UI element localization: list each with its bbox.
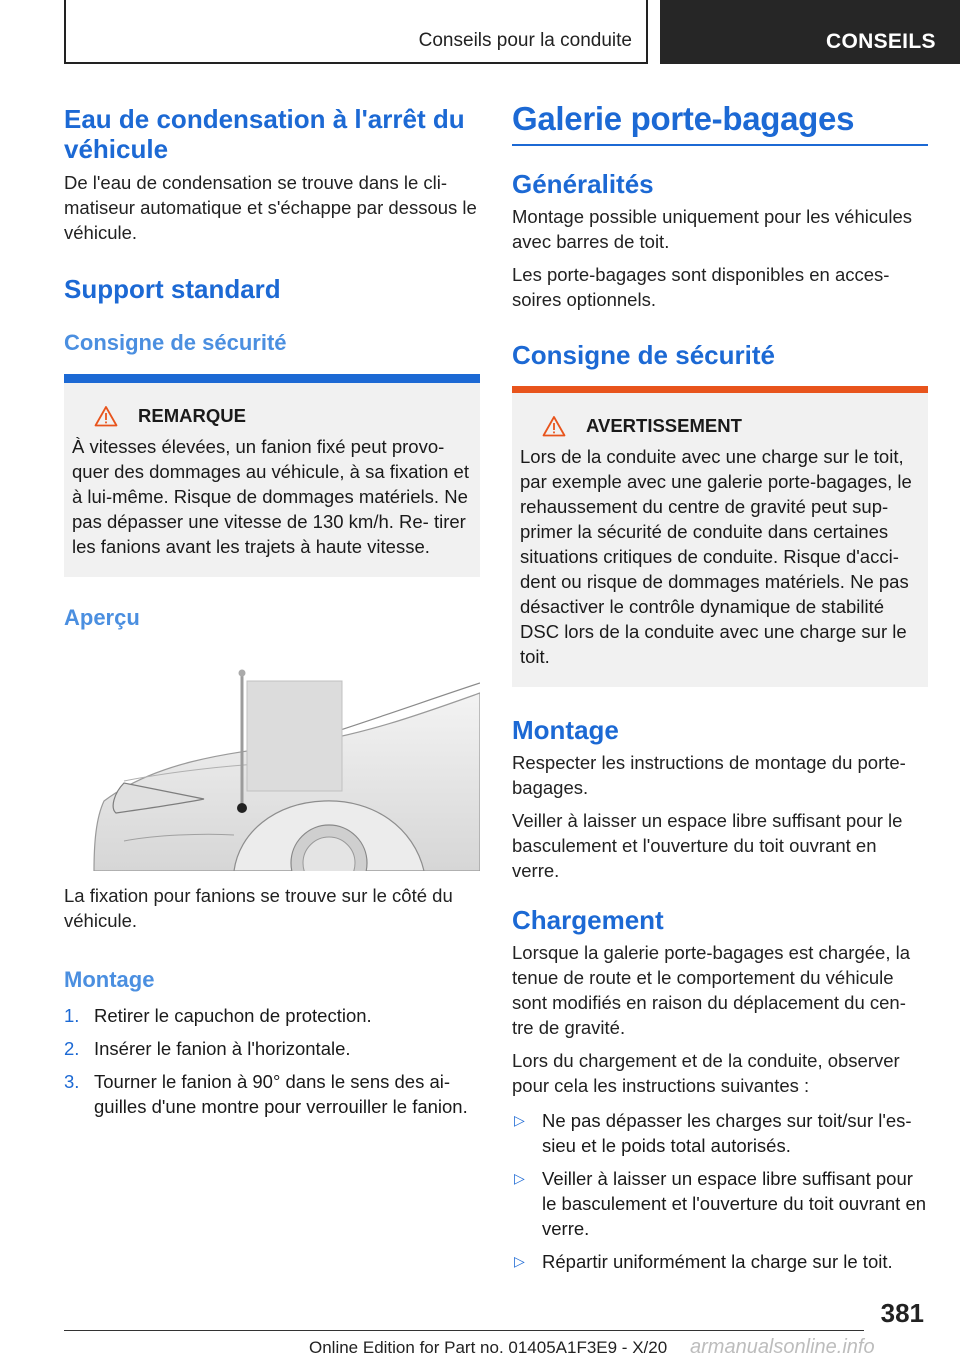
load-bullet-list	[512, 1108, 928, 1274]
condensation-text: De l'eau de condensation se trouve dans le cli- matiseur automatique et s'échappe par dessous le véhicule.	[64, 172, 477, 243]
general-paragraph-2: Les porte-bagages sont disponibles en acces- soires optionnels.	[512, 264, 890, 310]
flag-holder-illustration	[64, 653, 480, 871]
warning-notice	[512, 386, 928, 687]
remark-text: À vitesses élevées, un fanion fixé peut provo- quer des dommages au véhicule, à sa fixation et à lui-même. Risque de dommages matériels. Ne pas dépasser une vitesse de 130 km/h. Re- tirer les fanions avant les trajets à haute vitesse.	[72, 436, 469, 557]
warning-label: AVERTISSEMENT	[586, 415, 742, 436]
general-heading: Généralités	[512, 169, 654, 199]
step-number: 3.	[64, 1071, 80, 1092]
warning-triangle-icon	[94, 405, 118, 427]
header-chapter-tab	[660, 0, 960, 64]
overview-heading: Aperçu	[64, 605, 140, 630]
general-paragraph-1: Montage possible uniquement pour les véhicules avec barres de toit.	[512, 206, 913, 252]
load-paragraph-1: Lorsque la galerie porte-bagages est chargée, la tenue de route et le comportement du véhicule sont modifiés en raison du déplacement du cen- tre de gravité.	[512, 942, 911, 1038]
bullet-text: Répartir uniformément la charge sur le toit.	[542, 1251, 893, 1272]
mount-heading-right: Montage	[512, 715, 619, 745]
footer-divider	[64, 1330, 864, 1331]
bullet-item	[512, 1166, 928, 1241]
load-paragraph-2: Lors du chargement et de la conduite, observer pour cela les instructions suivantes :	[512, 1050, 900, 1096]
step-text: Tourner le fanion à 90° dans le sens des ai- guilles d'une montre pour verrouiller le fanion.	[94, 1071, 468, 1117]
flag-caption: La fixation pour fanions se trouve sur le côté du véhicule.	[64, 885, 453, 931]
edition-text: Online Edition for Part no. 01405A1F3E9 - X/20	[309, 1338, 668, 1357]
bullet-item	[512, 1108, 928, 1158]
remark-notice	[64, 374, 480, 577]
mount-steps-list	[64, 1003, 480, 1119]
header-section-box	[64, 0, 648, 64]
safety-heading-right: Consigne de sécurité	[512, 340, 775, 370]
rack-heading: Galerie porte-bagages	[512, 100, 928, 146]
condensation-heading: Eau de condensation à l'arrêt du véhicule	[64, 104, 465, 164]
step-text: Insérer le fanion à l'horizontale.	[94, 1038, 351, 1059]
support-heading: Support standard	[64, 274, 281, 304]
step-number: 2.	[64, 1038, 80, 1059]
warning-header	[542, 413, 920, 438]
load-heading: Chargement	[512, 905, 664, 935]
mount-step	[64, 1069, 480, 1119]
page-number: 381	[880, 1298, 924, 1328]
car-flag-image	[64, 653, 480, 871]
triangle-bullet-icon: ▷	[514, 1112, 525, 1128]
mount-paragraph-2: Veiller à laisser un espace libre suffisant pour le basculement et l'ouverture du toit ouvrant en verre.	[512, 810, 903, 881]
watermark: armanualsonline.info	[690, 1336, 875, 1358]
bullet-text: Ne pas dépasser les charges sur toit/sur l'es- sieu et le poids total autorisés.	[542, 1110, 912, 1156]
safety-heading-left: Consigne de sécurité	[64, 330, 287, 355]
left-column	[64, 100, 480, 1127]
header-section-title: Conseils pour la conduite	[418, 30, 632, 51]
bullet-item	[512, 1249, 928, 1274]
warning-text: Lors de la conduite avec une charge sur le toit, par exemple avec une galerie porte-bagages, le rehaussement du centre de gravité peut sup- primer la sécurité de conduite dans certaines situations critiques de conduite. Risque d'acci- dent ou risque de dommages matériels. Ne pas désactiver le contrôle dynamique de stabilité DSC lors de la conduite avec une charge sur le toit.	[520, 446, 912, 667]
triangle-bullet-icon: ▷	[514, 1170, 525, 1186]
header-chapter-title: CONSEILS	[826, 30, 936, 53]
mount-heading-left: Montage	[64, 967, 155, 992]
mount-step	[64, 1003, 480, 1028]
right-column	[512, 100, 928, 1282]
step-number: 1.	[64, 1005, 80, 1026]
triangle-bullet-icon: ▷	[514, 1253, 525, 1269]
step-text: Retirer le capuchon de protection.	[94, 1005, 372, 1026]
bullet-text: Veiller à laisser un espace libre suffisant pour le basculement et l'ouverture du toit ouvrant en verre.	[542, 1168, 927, 1239]
remark-label: REMARQUE	[138, 405, 246, 426]
mount-paragraph-1: Respecter les instructions de montage du porte- bagages.	[512, 752, 906, 798]
mount-step	[64, 1036, 480, 1061]
warning-triangle-icon	[542, 415, 566, 437]
remark-header	[94, 403, 472, 428]
